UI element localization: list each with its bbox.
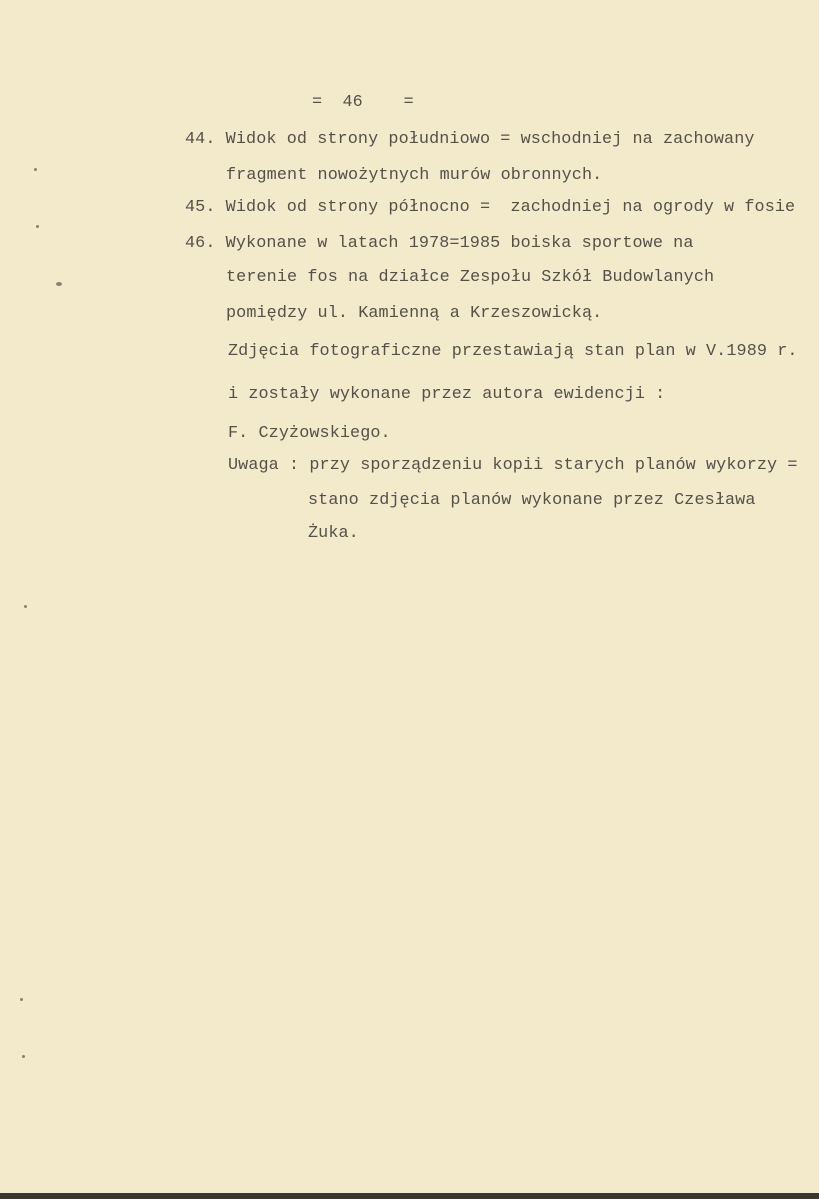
item-line: terenie fos na działce Zespołu Szkół Budowlanych bbox=[226, 268, 715, 287]
remark-line: Uwaga : przy sporządzeniu kopii starych planów wykorzy = bbox=[228, 456, 798, 475]
remark-line: Żuka. bbox=[308, 524, 359, 543]
item-line: pomiędzy ul. Kamienną a Krzeszowicką. bbox=[226, 304, 603, 323]
scan-speck bbox=[22, 1055, 25, 1058]
item-line: 46. Wykonane w latach 1978=1985 boiska sportowe na bbox=[185, 234, 694, 253]
scan-speck bbox=[56, 282, 62, 286]
item-line: 44. Widok od strony południowo = wschodniej na zachowany bbox=[185, 130, 755, 149]
page-number: = 46 = bbox=[312, 93, 414, 112]
item-line: fragment nowożytnych murów obronnych. bbox=[226, 166, 603, 185]
note-line: Zdjęcia fotograficzne przestawiają stan plan w V.1989 r. bbox=[228, 342, 798, 361]
note-line: i zostały wykonane przez autora ewidencji : bbox=[228, 385, 666, 404]
note-line: F. Czyżowskiego. bbox=[228, 424, 391, 443]
scan-speck bbox=[36, 225, 39, 228]
scan-edge bbox=[0, 1193, 819, 1199]
scan-speck bbox=[20, 998, 23, 1001]
scan-speck bbox=[24, 605, 27, 608]
remark-line: stano zdjęcia planów wykonane przez Czesława bbox=[308, 491, 756, 510]
item-line: 45. Widok od strony północno = zachodniej na ogrody w fosie bbox=[185, 198, 796, 217]
scan-speck bbox=[34, 168, 37, 171]
